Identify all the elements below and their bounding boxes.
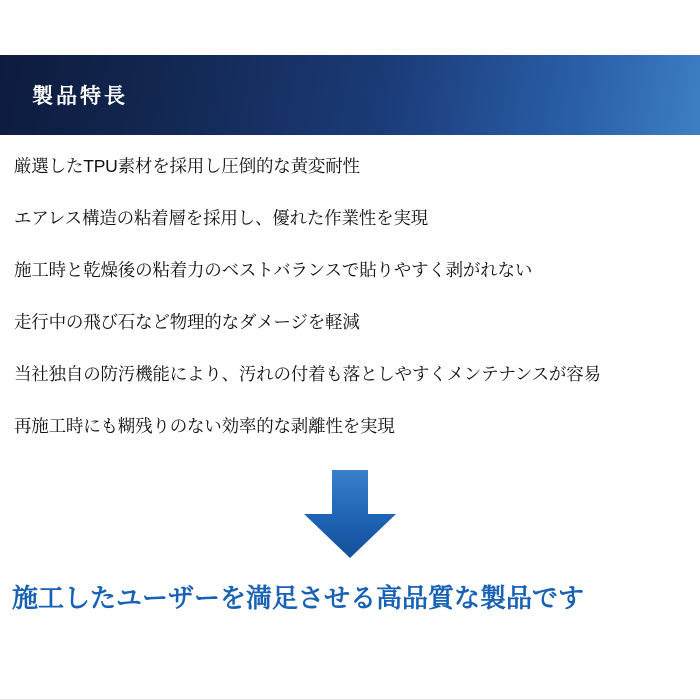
list-item: 施工時と乾燥後の粘着力のベストバランスで貼りやすく剥がれない	[14, 259, 533, 280]
section-header-band	[0, 55, 700, 135]
list-item: 当社独自の防汚機能により、汚れの付着も落としやすくメンテナンスが容易	[14, 363, 601, 384]
down-arrow-icon	[302, 470, 398, 558]
arrow-container	[0, 470, 700, 558]
list-item: 再施工時にも糊残りのない効率的な剥離性を実現	[14, 415, 395, 436]
conclusion-text: 施工したユーザーを満足させる高品質な製品です	[12, 583, 585, 613]
list-item: 厳選したTPU素材を採用し圧倒的な黄変耐性	[14, 155, 360, 176]
list-item: 走行中の飛び石など物理的なダメージを軽減	[14, 311, 360, 332]
page-title: 製品特長	[32, 85, 128, 108]
feature-list	[0, 140, 700, 452]
list-item: エアレス構造の粘着層を採用し、優れた作業性を実現	[14, 207, 428, 228]
